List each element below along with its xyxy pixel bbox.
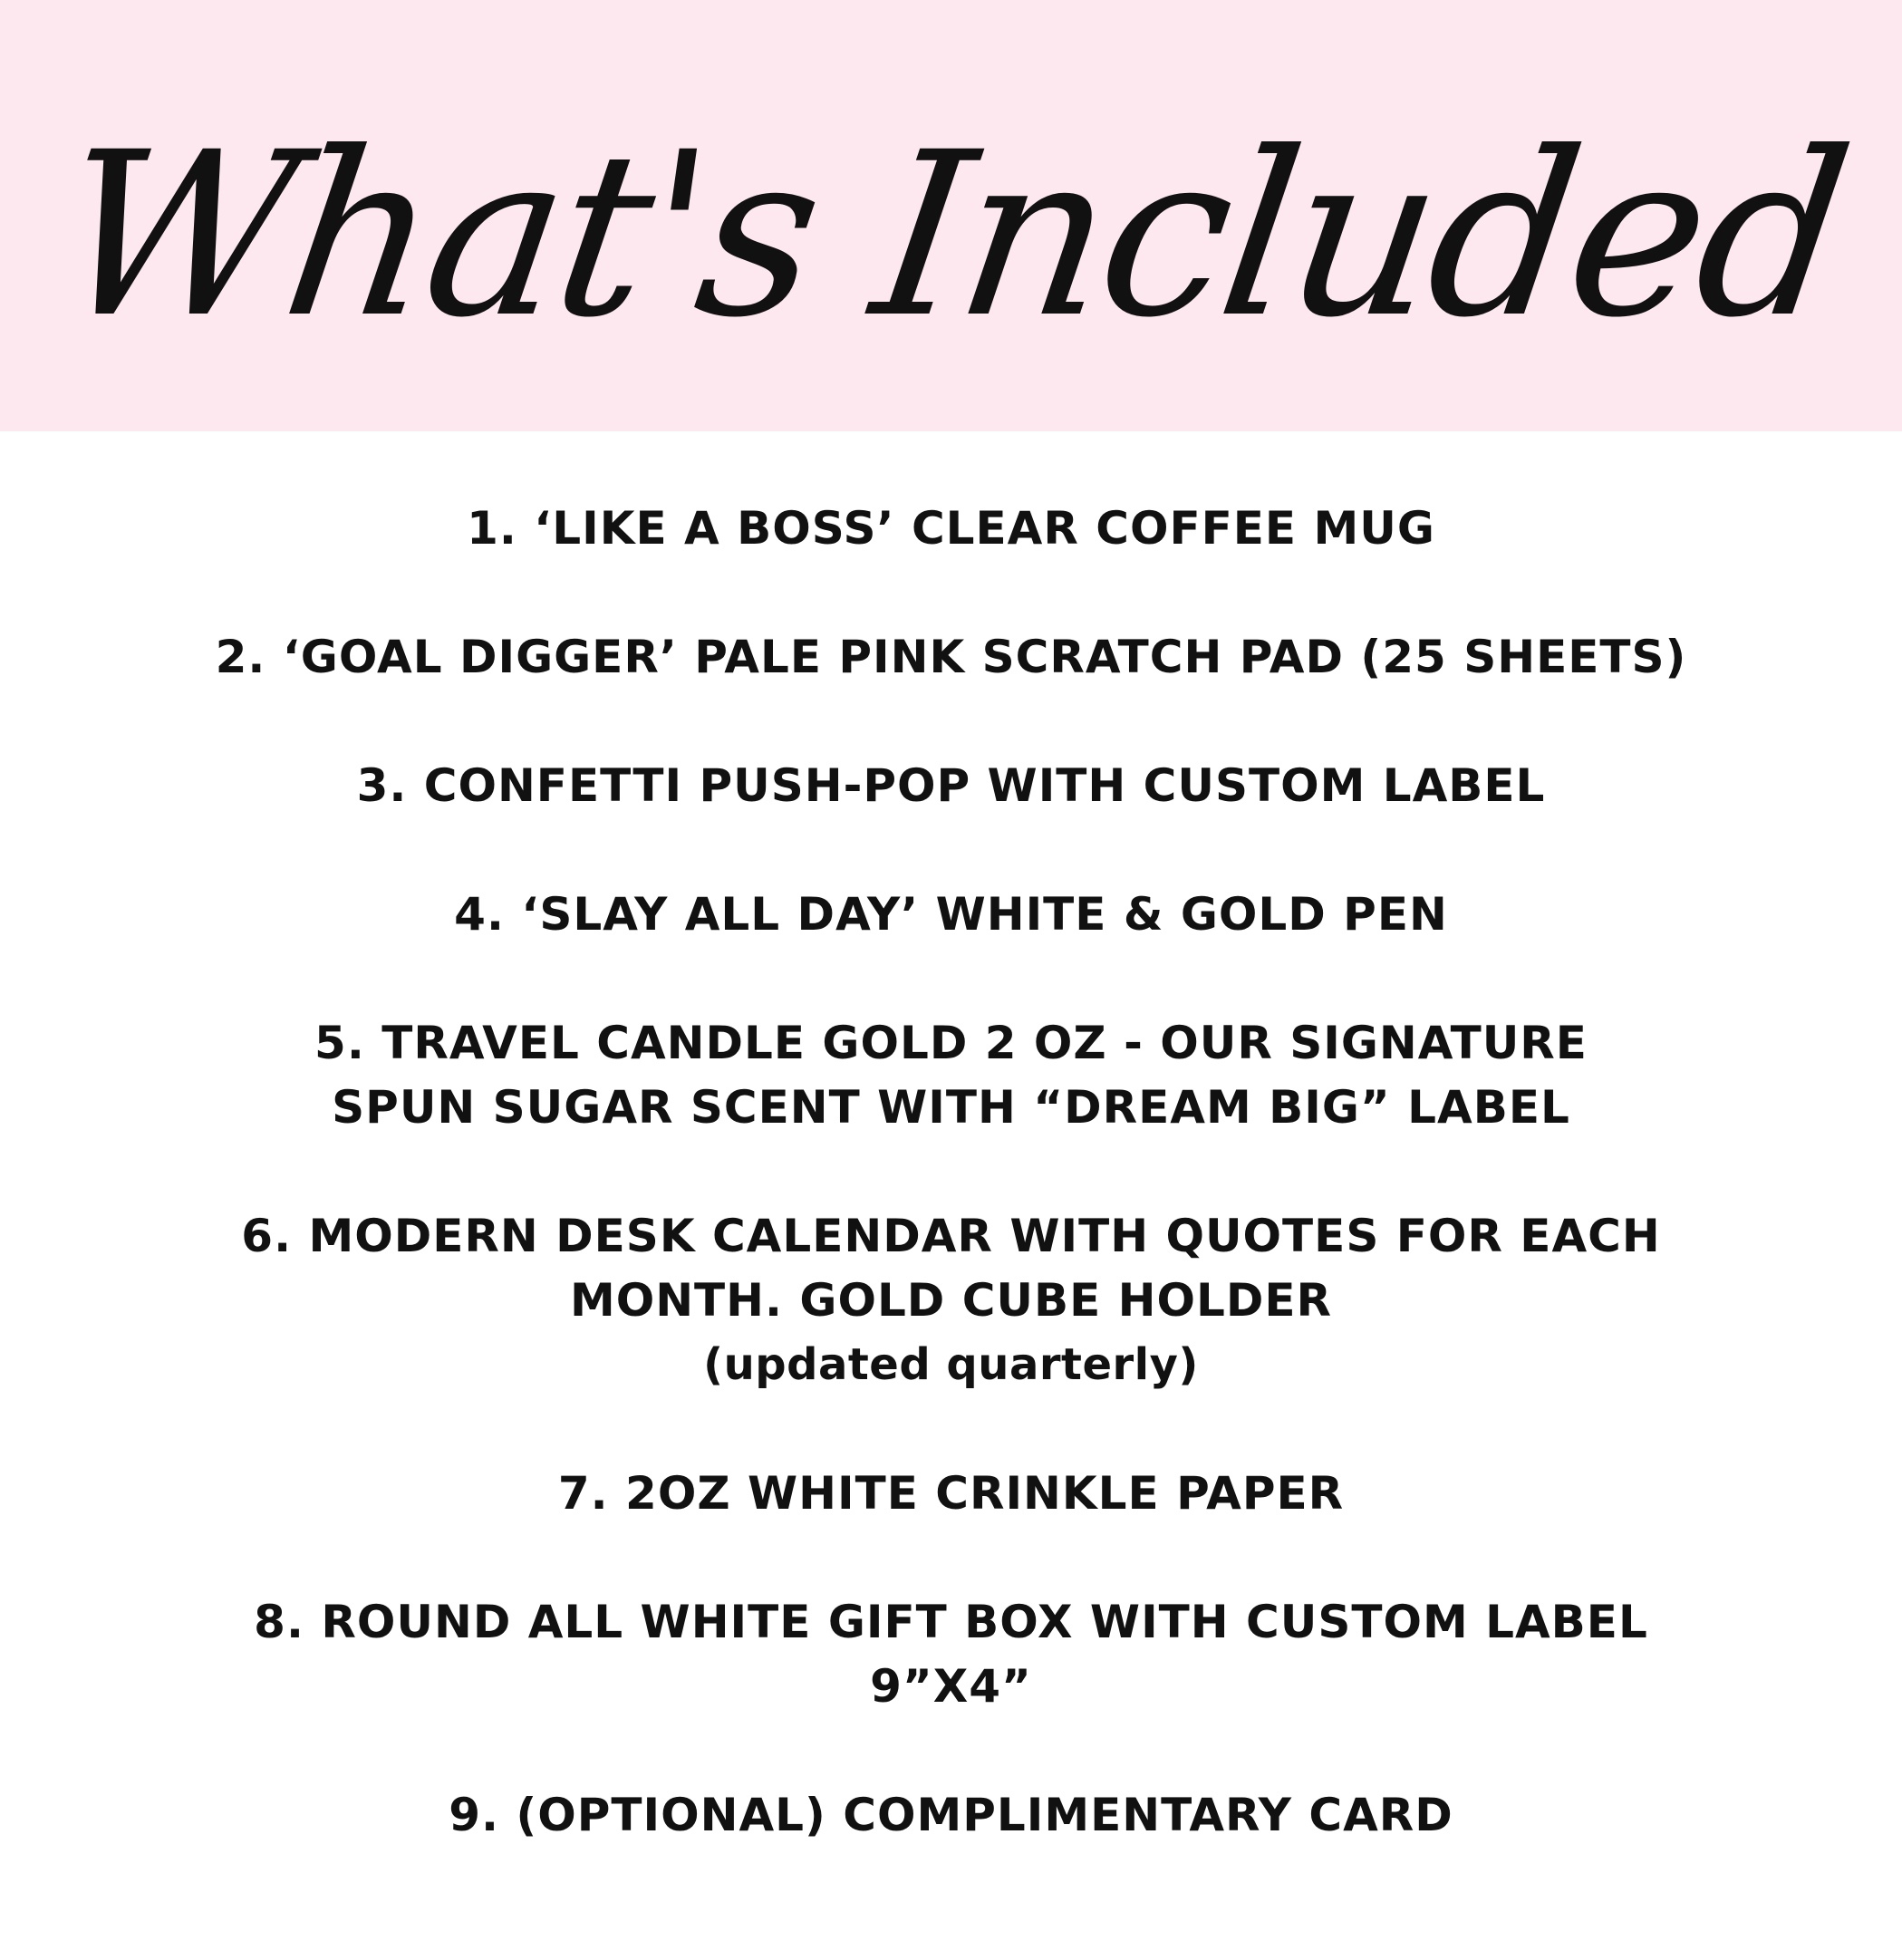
list-item-text: 7. 2OZ WHITE CRINKLE PAPER xyxy=(557,1467,1345,1520)
list-item xyxy=(0,1462,1902,1590)
page-title: What's Included xyxy=(43,103,1859,367)
list-item xyxy=(0,1590,1902,1783)
list-item-text: 6. MODERN DESK CALENDAR WITH QUOTES FOR EACH xyxy=(241,1210,1661,1262)
list-item-text-continued: MONTH. GOLD CUBE HOLDER xyxy=(569,1274,1333,1327)
list-item xyxy=(0,625,1902,754)
list-item xyxy=(0,754,1902,883)
list-item-text: 8. ROUND ALL WHITE GIFT BOX WITH CUSTOM LABEL xyxy=(254,1596,1648,1648)
list-item xyxy=(0,497,1902,625)
list-item-text: 2. ‘GOAL DIGGER’ PALE PINK SCRATCH PAD (25 SHEETS) xyxy=(215,631,1687,683)
list-item xyxy=(0,1011,1902,1204)
list-item-text: 9. (OPTIONAL) COMPLIMENTARY CARD xyxy=(449,1789,1453,1841)
list-item-text-continued: SPUN SUGAR SCENT WITH “DREAM BIG” LABEL xyxy=(332,1081,1570,1134)
included-items-list xyxy=(0,497,1902,1848)
list-item-note: (updated quarterly) xyxy=(703,1339,1199,1390)
list-item-text: 1. ‘LIKE A BOSS’ CLEAR COFFEE MUG xyxy=(467,502,1435,555)
list-item-text: 4. ‘SLAY ALL DAY’ WHITE & GOLD PEN xyxy=(454,888,1448,941)
list-item xyxy=(0,1204,1902,1462)
list-item xyxy=(0,883,1902,1011)
list-item-text: 3. CONFETTI PUSH-POP WITH CUSTOM LABEL xyxy=(356,759,1546,812)
list-item-text: 5. TRAVEL CANDLE GOLD 2 OZ - OUR SIGNATURE xyxy=(314,1017,1588,1069)
list-item-text-continued: 9”X4” xyxy=(870,1660,1032,1713)
list-item xyxy=(0,1783,1902,1848)
